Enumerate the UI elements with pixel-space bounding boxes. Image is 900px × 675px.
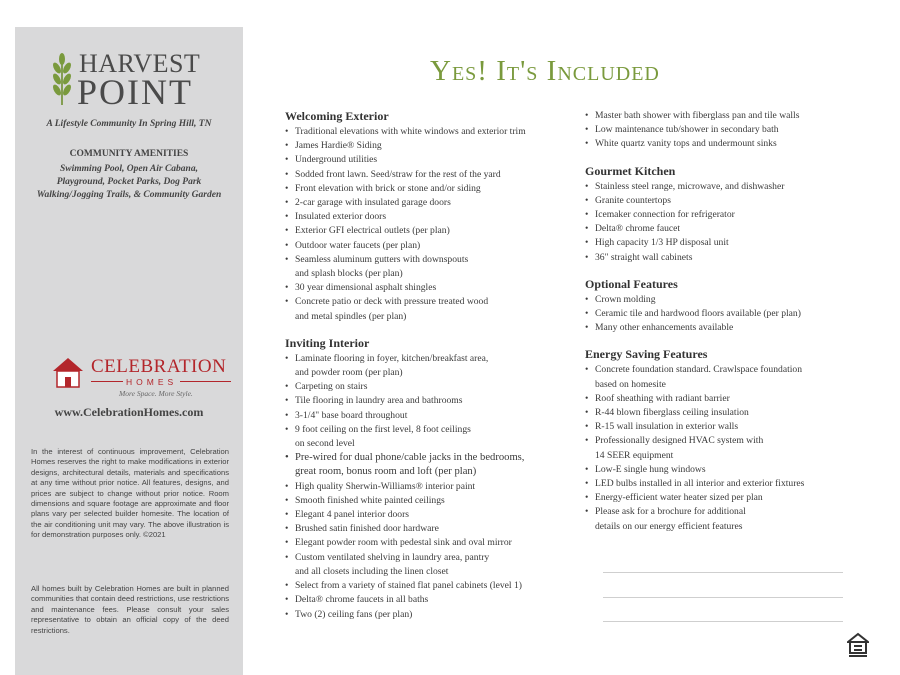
list-item: • Exterior GFI electrical outlets (per plan) — [285, 224, 575, 238]
section-heading: Energy Saving Features — [585, 347, 708, 362]
section-heading: Inviting Interior — [285, 335, 370, 350]
sidebar-panel — [15, 27, 243, 675]
optional-features-list — [585, 293, 855, 336]
wheat-icon — [51, 53, 73, 105]
list-item: • Carpeting on stairs — [285, 380, 575, 394]
notes-line — [603, 572, 843, 573]
list-item: • High capacity 1/3 HP disposal unit — [585, 236, 855, 250]
section-heading: Welcoming Exterior — [285, 109, 389, 123]
list-item: • Please ask for a brochure for additional details on our energy efficient features — [585, 505, 855, 533]
list-item: • Stainless steel range, microwave, and dishwasher — [585, 180, 855, 194]
list-item: • Low-E single hung windows — [585, 463, 855, 477]
list-item: • Ceramic tile and hardwood floors available (per plan) — [585, 307, 855, 321]
energy-saving-list — [585, 363, 855, 533]
list-item: • Crown molding — [585, 293, 855, 307]
list-item: • Select from a variety of stained flat panel cabinets (level 1) — [285, 579, 575, 593]
list-item: • Two (2) ceiling fans (per plan) — [285, 608, 575, 622]
amenities-line: Walking/Jogging Trails, & Community Garden — [36, 190, 222, 200]
notes-line — [603, 597, 843, 598]
list-item: • Elegant 4 panel interior doors — [285, 508, 575, 522]
list-item: • Traditional elevations with white windows and exterior trim — [285, 125, 575, 139]
amenities-heading: COMMUNITY AMENITIES — [69, 149, 189, 159]
list-item: • Elegant powder room with pedestal sink and oval mirror — [285, 536, 575, 550]
list-item: • Delta® chrome faucets in all baths — [285, 593, 575, 607]
list-item: • Tile flooring in laundry area and bathrooms — [285, 394, 575, 408]
list-item: • Custom ventilated shelving in laundry area, pantry and all closets including the linen closet — [285, 551, 575, 579]
list-item: • Granite countertops — [585, 194, 855, 208]
list-item: • Energy-efficient water heater sized per plan — [585, 491, 855, 505]
section-heading: Gourmet Kitchen — [585, 163, 676, 178]
logo-harvest: HARVEST — [79, 49, 201, 78]
list-item: • R-44 blown fiberglass ceiling insulation — [585, 406, 855, 420]
list-item: • Concrete patio or deck with pressure treated wood and metal spindles (per plan) — [285, 295, 575, 323]
gourmet-kitchen-list — [585, 180, 855, 265]
list-item: • Delta® chrome faucet — [585, 222, 855, 236]
house-icon — [51, 355, 85, 389]
list-item: • Many other enhancements available — [585, 321, 855, 335]
list-item: • White quartz vanity tops and undermount sinks — [585, 137, 855, 151]
list-item: • 36" straight wall cabinets — [585, 251, 855, 265]
list-item: • LED bulbs installed in all interior and exterior fixtures — [585, 477, 855, 491]
list-item: • Outdoor water faucets (per plan) — [285, 239, 575, 253]
list-item: • Insulated exterior doors — [285, 210, 575, 224]
list-item: • Smooth finished white painted ceilings — [285, 494, 575, 508]
section-heading: Optional Features — [585, 276, 678, 291]
features-column-left — [285, 109, 575, 622]
inviting-interior-list — [285, 352, 575, 622]
list-item: • High quality Sherwin-Williams® interior paint — [285, 480, 575, 494]
harvest-point-logo — [51, 49, 231, 112]
features-column-right — [585, 109, 855, 534]
welcoming-exterior-list — [285, 125, 575, 324]
builder-website-link[interactable]: www.CelebrationHomes.com — [54, 405, 204, 419]
list-item: • 30 year dimensional asphalt shingles — [285, 281, 575, 295]
page-title: Yes! It's Included — [430, 55, 660, 87]
list-item: • Low maintenance tub/shower in secondary bath — [585, 123, 855, 137]
notes-line — [603, 621, 843, 622]
list-item: • Seamless aluminum gutters with downspouts and splash blocks (per plan) — [285, 253, 575, 281]
celebration-wordmark: CELEBRATION — [91, 356, 227, 377]
celebration-homes-logo — [51, 355, 231, 411]
list-item: • Laminate flooring in foyer, kitchen/breakfast area, and powder room (per plan) — [285, 352, 575, 380]
list-item: • James Hardie® Siding — [285, 139, 575, 153]
list-item: • Pre-wired for dual phone/cable jacks in the bedrooms, great room, bonus room and loft (per plan) — [285, 451, 575, 479]
list-item: • Brushed satin finished door hardware — [285, 522, 575, 536]
bath-features-list — [585, 109, 855, 152]
list-item: • 9 foot ceiling on the first level, 8 foot ceilings on second level — [285, 423, 575, 451]
list-item: • 2-car garage with insulated garage doors — [285, 196, 575, 210]
amenities-line: Playground, Pocket Parks, Dog Park — [56, 177, 202, 187]
homes-wordmark: HOMES — [123, 377, 180, 387]
list-item: • Sodded front lawn. Seed/straw for the rest of the yard — [285, 168, 575, 182]
builder-slogan: More Space. More Style. — [119, 389, 193, 398]
deed-restrictions-paragraph: All homes built by Celebration Homes are built in planned communities that contain deed restrictions, use restrictions and maintenance fees. Please consult your sales representative to obtain an official copy of the deed restrictions. — [31, 584, 229, 635]
list-item: • Front elevation with brick or stone and/or siding — [285, 182, 575, 196]
equal-housing-icon — [847, 632, 869, 658]
list-item: • Professionally designed HVAC system with 14 SEER equipment — [585, 434, 855, 462]
amenities-line: Swimming Pool, Open Air Cabana, — [60, 164, 198, 174]
list-item: • 3-1/4" base board throughout — [285, 409, 575, 423]
list-item: • Concrete foundation standard. Crawlspace foundation based on homesite — [585, 363, 855, 391]
list-item: • Icemaker connection for refrigerator — [585, 208, 855, 222]
logo-point: POINT — [77, 72, 193, 112]
list-item: • R-15 wall insulation in exterior walls — [585, 420, 855, 434]
list-item: • Underground utilities — [285, 153, 575, 167]
list-item: • Roof sheathing with radiant barrier — [585, 392, 855, 406]
list-item: • Master bath shower with fiberglass pan and tile walls — [585, 109, 855, 123]
disclaimer-paragraph: In the interest of continuous improvement, Celebration Homes reserves the right to make modifications in exterior designs, architectural details, materials and specifications at any time without prior notice. All features, designs, and prices are subject to change without prior notice. Room dimensions and square footage are approximate and floor plans vary per selected builder homesite. The location of the air conditioning unit may vary. The above illustration is for demonstration purposes only. ©2021 — [31, 447, 229, 540]
community-tagline: A Lifestyle Community In Spring Hill, TN — [46, 119, 212, 129]
